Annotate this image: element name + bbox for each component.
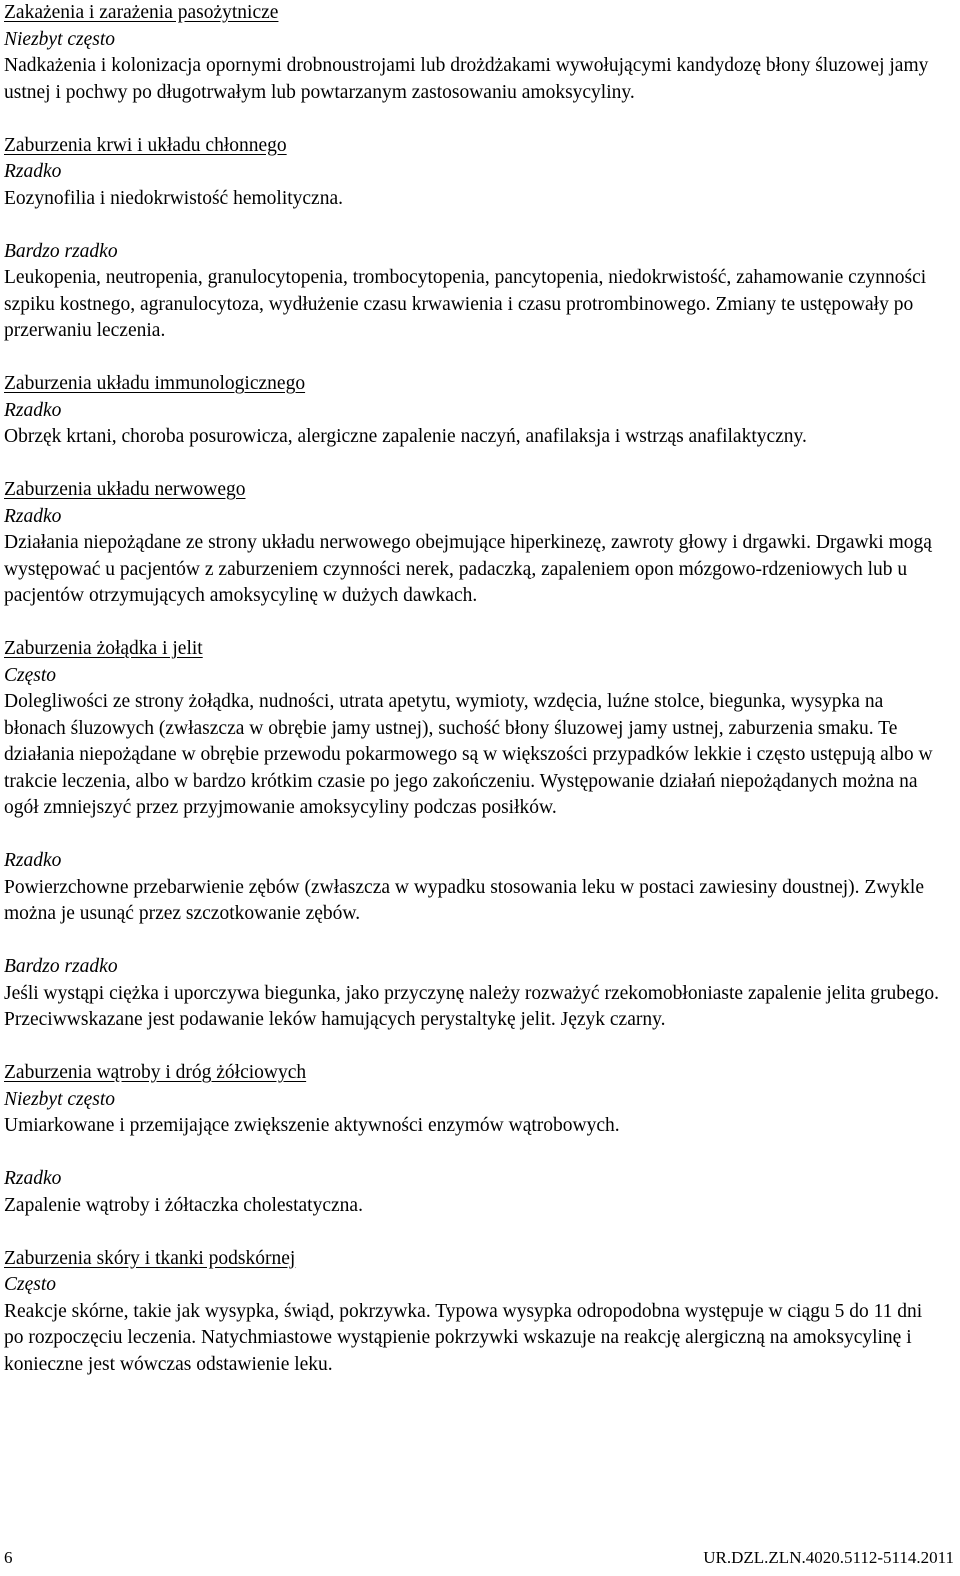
frequency-label: Niezbyt często [4,1088,116,1110]
section-heading: Zaburzenia żołądka i jelit [4,638,203,659]
frequency-label: Bardzo rzadko [4,956,118,977]
effect-description: Powierzchowne przebarwienie zębów (zwłaszcza w wypadku stosowania leku w postaci zawiesiny doustnej). Zwykle można je usunąć przez szczotkowanie zębów. [4,876,924,924]
section-heading: Zaburzenia układu nerwowego [4,479,246,500]
effect-description: Działania niepożądane ze strony układu nerwowego obejmujące hiperkinezę, zawroty głowy i drgawki. Drgawki mogą występować u pacjentów z zaburzeniem czynności nerek, padaczką, zapaleniem opon mózgowo-rdzeniowych lub u pacjentów otrzymujących amoksycylinę w dużych dawkach. [4,532,932,606]
frequency-label: Rzadko [4,505,62,527]
section-immune [4,371,944,451]
frequency-label: Niezbyt często [4,28,116,50]
section-hepatobiliary [4,1060,944,1219]
frequency-label: Często [4,664,57,686]
frequency-label: Rzadko [4,850,62,871]
frequency-label: Bardzo rzadko [4,240,118,262]
page-number: 6 [4,1548,13,1567]
section-gastrointestinal [4,636,944,1034]
section-heading: Zakażenia i zarażenia pasożytnicze [4,2,279,23]
section-infections [4,0,944,106]
effect-description: Zapalenie wątroby i żółtaczka cholestatyczna. [4,1194,363,1216]
frequency-label: Rzadko [4,399,62,421]
section-skin [4,1246,944,1379]
effect-description: Eozynofilia i niedokrwistość hemolityczna. [4,187,343,209]
effect-description: Obrzęk krtani, choroba posurowicza, alergiczne zapalenie naczyń, anafilaksja i wstrząs anafilaktyczny. [4,426,807,447]
effect-description: Dolegliwości ze strony żołądka, nudności, utrata apetytu, wymioty, wzdęcia, luźne stolce, biegunka, wysypka na błonach śluzowych (zwłaszcza w obrębie jamy ustnej), suchość błony śluzowej jamy ustnej, zaburzenia smaku. Te działania niepożądane w obrębie przewodu pokarmowego są w większości przypadków lekkie i często ustępują albo w trakcie leczenia, albo w bardzo krótkim czasie po jego zakończeniu. Występowanie działań niepożądanych można na ogół zmniejszyć przez przyjmowanie amoksycyliny podczas posiłków. [4,691,933,818]
document-body [4,0,944,1378]
effect-description: Nadkażenia i kolonizacja opornymi drobnoustrojami lub drożdżakami wywołującymi kandydozę błony śluzowej jamy ustnej i pochwy po długotrwałym lub powtarzanym zastosowaniu amoksycyliny. [4,55,929,103]
section-heading: Zaburzenia układu immunologicznego [4,373,306,394]
effect-description: Reakcje skórne, takie jak wysypka, świąd, pokrzywka. Typowa wysypka odropodobna występuje w ciągu 5 do 11 dni po rozpoczęciu leczenia. Natychmiastowe wystąpienie pokrzywki wskazuje na reakcję alergiczną na amoksycylinę i konieczne jest wówczas odstawienie leku. [4,1300,923,1375]
section-heading: Zaburzenia skóry i tkanki podskórnej [4,1247,296,1269]
section-heading: Zaburzenia krwi i układu chłonnego [4,134,287,156]
effect-description: Jeśli wystąpi ciężka i uporczywa biegunka, jako przyczynę należy rozważyć rzekomobłoniaste zapalenie jelita grubego. Przeciwwskazane jest podawanie leków hamujących perystaltykę jelit. Język czarny. [4,982,940,1030]
section-blood-lymphatic [4,133,944,345]
document-code: UR.DZL.ZLN.4020.5112-5114.2011 [703,1548,954,1567]
section-nervous [4,477,944,610]
section-heading: Zaburzenia wątroby i dróg żółciowych [4,1062,307,1083]
frequency-label: Rzadko [4,161,62,182]
frequency-label: Często [4,1274,57,1295]
effect-description: Umiarkowane i przemijające zwiększenie aktywności enzymów wątrobowych. [4,1115,620,1136]
effect-description: Leukopenia, neutropenia, granulocytopenia, trombocytopenia, pancytopenia, niedokrwistość, zahamowanie czynności szpiku kostnego, agranulocytoza, wydłużenie czasu krwawienia i czasu protrombinowego. Zmiany te ustępowały po przerwaniu leczenia. [4,267,927,341]
frequency-label: Rzadko [4,1168,62,1189]
